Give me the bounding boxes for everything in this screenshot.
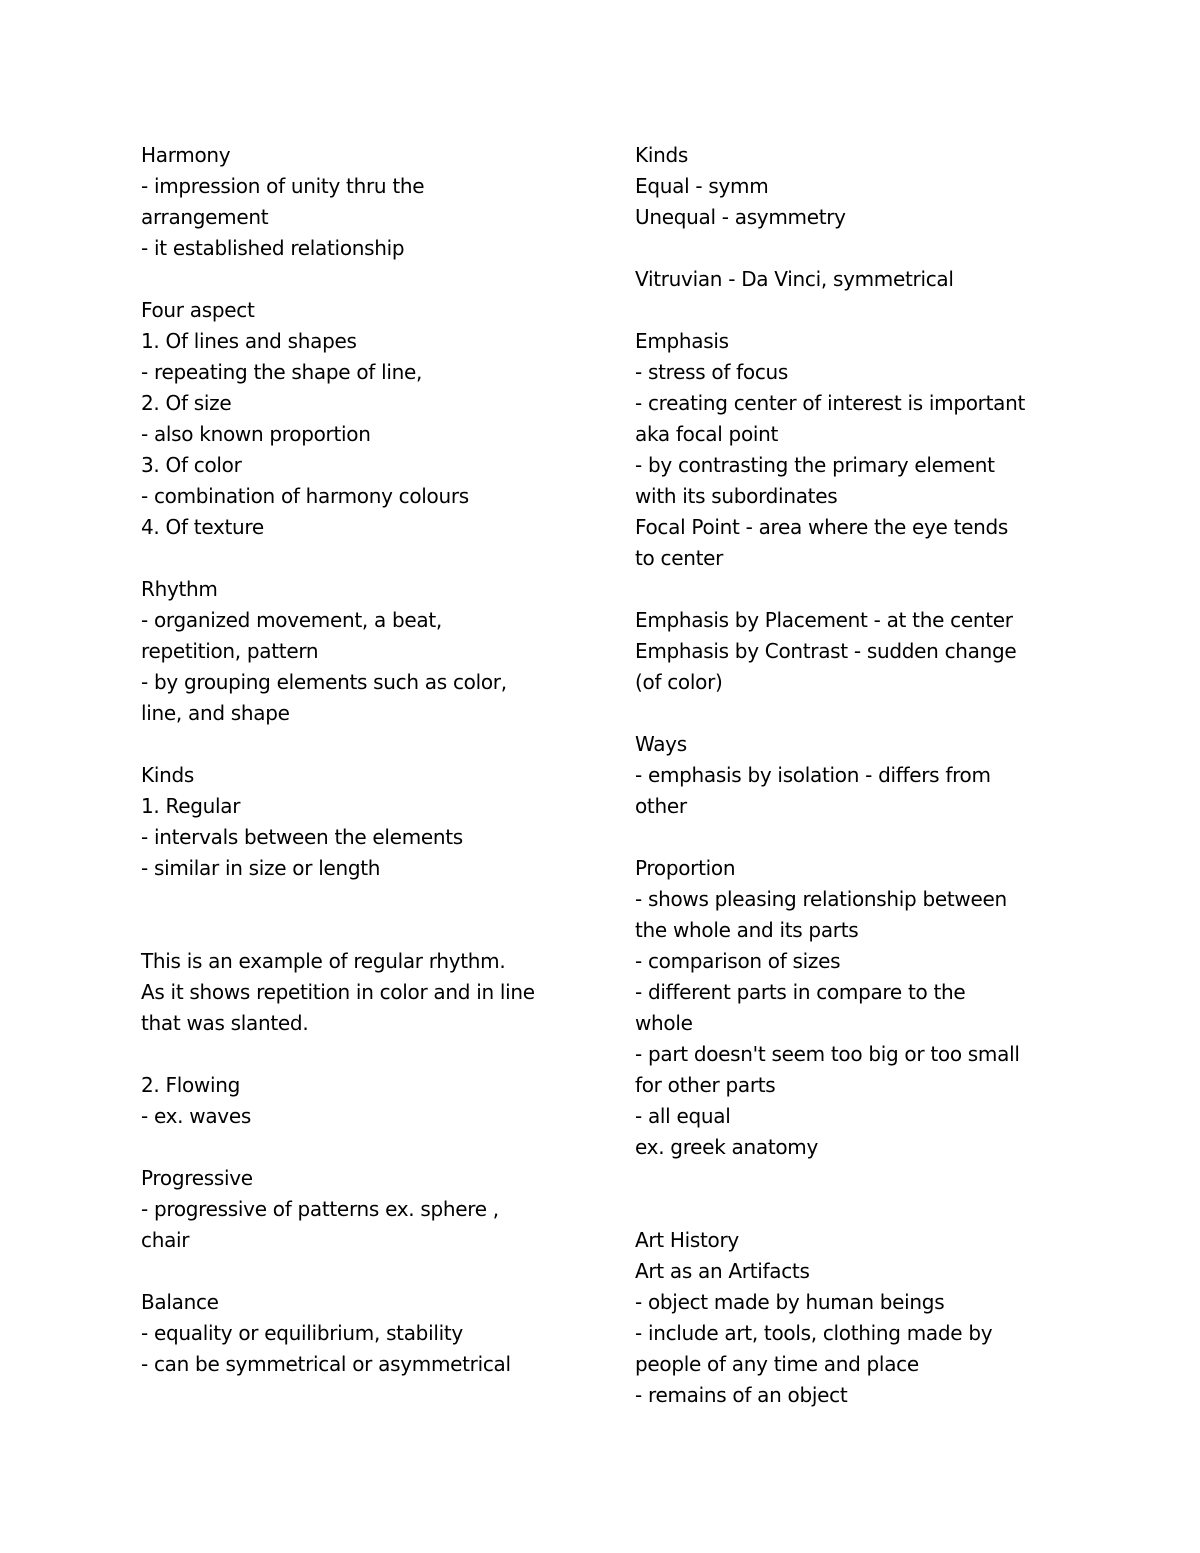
right-text-line: - emphasis by isolation - differs from	[635, 763, 991, 787]
left-text-line: 2. Of size	[141, 391, 232, 415]
right-blank-line	[635, 233, 1075, 264]
left-blank-line	[141, 543, 581, 574]
left-text-line: - intervals between the elements	[141, 825, 463, 849]
right-text-line: Focal Point - area where the eye tends	[635, 515, 1009, 539]
left-blank-line	[141, 264, 581, 295]
right-text-line: the whole and its parts	[635, 918, 859, 942]
right-text-line: ex. greek anatomy	[635, 1135, 819, 1159]
left-text-line: - also known proportion	[141, 422, 371, 446]
right-text-line: - different parts in compare to the	[635, 980, 966, 1004]
left-text-line: 1. Of lines and shapes	[141, 329, 357, 353]
left-text-line: - progressive of patterns ex. sphere ,	[141, 1197, 499, 1221]
left-text-line: Balance	[141, 1290, 219, 1314]
left-column	[141, 140, 581, 1380]
right-text-line: - stress of focus	[635, 360, 789, 384]
left-text-line: - equality or equilibrium, stability	[141, 1321, 463, 1345]
left-text-line: Kinds	[141, 763, 194, 787]
right-blank-line	[635, 822, 1075, 853]
right-text-line: Kinds	[635, 143, 688, 167]
left-text-line: line, and shape	[141, 701, 290, 725]
right-text-line: other	[635, 794, 687, 818]
right-text-line: Emphasis by Contrast - sudden change	[635, 639, 1017, 663]
right-blank-line	[635, 698, 1075, 729]
left-text-line: - organized movement, a beat,	[141, 608, 442, 632]
right-text-line: people of any time and place	[635, 1352, 919, 1376]
right-text-line: - comparison of sizes	[635, 949, 841, 973]
right-text-line: - by contrasting the primary element	[635, 453, 995, 477]
left-text-line: As it shows repetition in color and in line	[141, 980, 535, 1004]
left-text-line: 2. Flowing	[141, 1073, 241, 1097]
left-blank-line	[141, 1132, 581, 1163]
right-text-line: - remains of an object	[635, 1383, 848, 1407]
right-text-line: - object made by human beings	[635, 1290, 945, 1314]
right-text-line: to center	[635, 546, 724, 570]
left-text-line: This is an example of regular rhythm.	[141, 949, 506, 973]
right-text-line: Vitruvian - Da Vinci, symmetrical	[635, 267, 954, 291]
right-text-line: whole	[635, 1011, 693, 1035]
left-text-line: - repeating the shape of line,	[141, 360, 423, 384]
right-text-line: (of color)	[635, 670, 723, 694]
left-text-line: - it established relationship	[141, 236, 405, 260]
right-text-line: Proportion	[635, 856, 736, 880]
right-text-line: - shows pleasing relationship between	[635, 887, 1007, 911]
right-text-line: Emphasis	[635, 329, 729, 353]
right-text-line: - part doesn't seem too big or too small	[635, 1042, 1020, 1066]
left-text-line: that was slanted.	[141, 1011, 309, 1035]
right-text-line: Art History	[635, 1228, 739, 1252]
right-blank-line	[635, 574, 1075, 605]
left-text-line: - impression of unity thru the	[141, 174, 425, 198]
left-text-line: 1. Regular	[141, 794, 241, 818]
left-text-line: - combination of harmony colours	[141, 484, 469, 508]
right-blank-line	[635, 1163, 1075, 1194]
left-text-line: chair	[141, 1228, 190, 1252]
left-text-line: Rhythm	[141, 577, 218, 601]
right-text-line: - creating center of interest is important	[635, 391, 1026, 415]
right-blank-line	[635, 295, 1075, 326]
left-text-line: - similar in size or length	[141, 856, 381, 880]
right-column	[635, 140, 1075, 1411]
left-blank-line	[141, 729, 581, 760]
left-text-line: - ex. waves	[141, 1104, 251, 1128]
left-text-line: repetition, pattern	[141, 639, 319, 663]
left-blank-line	[141, 1256, 581, 1287]
right-text-line: Art as an Artifacts	[635, 1259, 810, 1283]
right-text-line: - all equal	[635, 1104, 731, 1128]
left-text-line: 3. Of color	[141, 453, 242, 477]
left-text-line: Four aspect	[141, 298, 255, 322]
right-text-line: aka focal point	[635, 422, 779, 446]
left-text-line: 4. Of texture	[141, 515, 264, 539]
right-text-line: - include art, tools, clothing made by	[635, 1321, 993, 1345]
left-text-line: - by grouping elements such as color,	[141, 670, 507, 694]
left-blank-line	[141, 1039, 581, 1070]
left-blank-line	[141, 915, 581, 946]
right-text-line: Equal - symm	[635, 174, 769, 198]
right-text-line: Ways	[635, 732, 687, 756]
left-text-line: arrangement	[141, 205, 269, 229]
right-text-line: Emphasis by Placement - at the center	[635, 608, 1013, 632]
left-text-line: Harmony	[141, 143, 231, 167]
left-text-line: Progressive	[141, 1166, 253, 1190]
left-text-line: - can be symmetrical or asymmetrical	[141, 1352, 511, 1376]
right-text-line: for other parts	[635, 1073, 776, 1097]
right-blank-line	[635, 1194, 1075, 1225]
left-blank-line	[141, 884, 581, 915]
right-text-line: Unequal - asymmetry	[635, 205, 846, 229]
right-text-line: with its subordinates	[635, 484, 838, 508]
